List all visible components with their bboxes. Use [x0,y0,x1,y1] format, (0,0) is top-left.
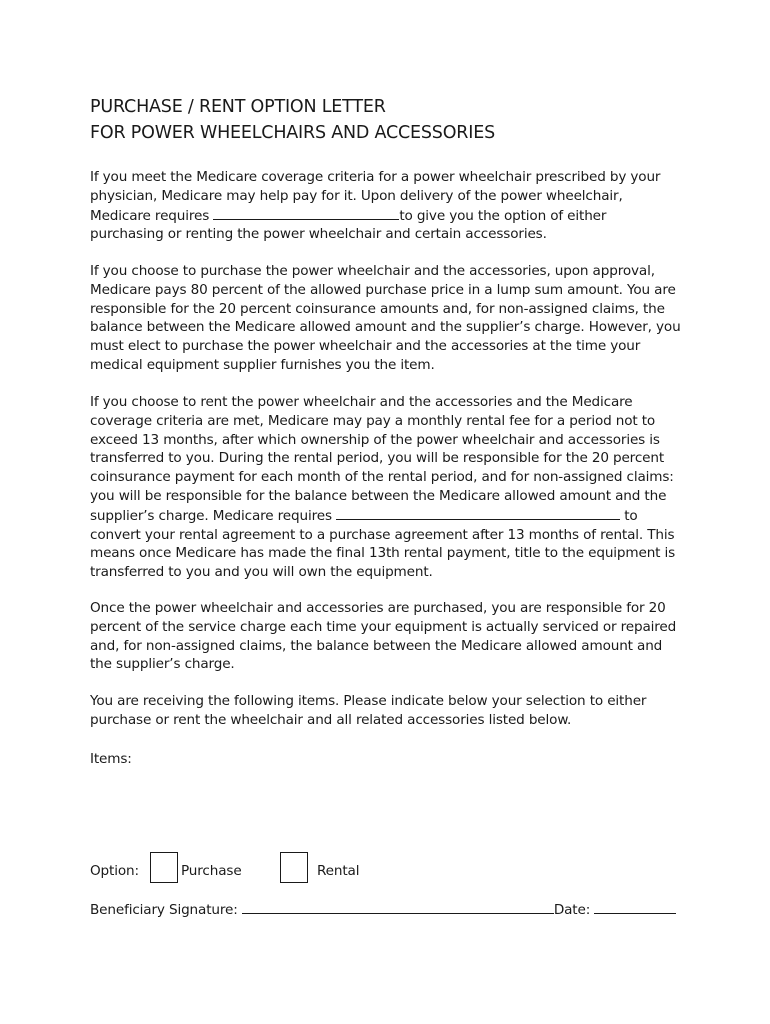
text-line: coinsurance payment for each month of the rental period, and for non-assigned claims: [90,469,674,486]
date-blank[interactable] [594,900,676,914]
text-line: transferred to you and you will own the equipment. [90,564,433,581]
rental-option-label: Rental [317,863,360,879]
text-line: If you meet the Medicare coverage criteria for a power wheelchair prescribed by your [90,169,661,185]
items-label: Items: [90,751,132,767]
signature-label: Beneficiary Signature: [90,902,238,918]
text-line: If you choose to rent the power wheelchair and the accessories and the Medicare [90,394,633,410]
text-fragment: to give you the option of either [399,207,607,224]
paragraph-service [90,599,690,674]
text-line: Once the power wheelchair and accessories are purchased, you are responsible for 20 [90,600,666,616]
text-line: balance between the Medicare allowed amount and the supplier’s charge. However, you [90,319,681,336]
paragraph-intro [90,168,690,244]
text-line [90,206,690,226]
rental-checkbox[interactable] [280,852,308,883]
text-line: percent of the service charge each time your equipment is actually serviced or repaired [90,618,677,635]
text-line: coverage criteria are met, Medicare may pay a monthly rental fee for a period not to [90,412,656,429]
signature-blank[interactable] [242,900,554,914]
option-label: Option: [90,863,139,879]
text-line: physician, Medicare may help pay for it. Upon delivery of the power wheelchair, [90,187,623,204]
paragraph-items-intro [90,692,690,730]
text-line: purchase or rent the wheelchair and all related accessories listed below. [90,711,572,728]
text-line: convert your rental agreement to a purchase agreement after 13 months of rental. This [90,526,675,543]
text-line: You are receiving the following items. Please indicate below your selection to either [90,693,647,709]
text-line: purchasing or renting the power wheelchair and certain accessories. [90,226,547,243]
purchase-checkbox[interactable] [150,852,178,883]
date-label: Date: [553,902,591,918]
text-line: Medicare pays 80 percent of the allowed purchase price in a lump sum amount. You are [90,281,676,298]
supplier-requirement-blank[interactable] [336,506,620,520]
text-line: If you choose to purchase the power wheelchair and the accessories, upon approval, [90,263,655,279]
text-fragment: to [624,507,638,524]
purchase-option-label: Purchase [181,863,242,879]
text-line [90,506,690,526]
signature-row [90,900,676,919]
supplier-name-blank[interactable] [213,206,399,220]
paragraph-purchase [90,262,690,375]
text-line: must elect to purchase the power wheelchair and the accessories at the time your [90,338,641,355]
paragraph-rent [90,393,690,582]
title-line-2: FOR POWER WHEELCHAIRS AND ACCESSORIES [90,123,495,143]
text-line: transferred to you. During the rental period, you will be responsible for the 20 percent [90,450,665,467]
text-line: means once Medicare has made the final 13th rental payment, title to the equipment is [90,545,676,562]
text-line: medical equipment supplier furnishes you the item. [90,356,435,373]
text-fragment: Medicare requires [90,207,210,224]
text-line: exceed 13 months, after which ownership of the power wheelchair and accessories is [90,431,660,448]
text-line: you will be responsible for the balance between the Medicare allowed amount and the [90,487,667,504]
page-title [90,94,495,146]
text-line: responsible for the 20 percent coinsurance amounts and, for non-assigned claims, the [90,300,665,317]
text-fragment: supplier’s charge. Medicare requires [90,507,332,524]
text-line: and, for non-assigned claims, the balance between the Medicare allowed amount and [90,637,663,654]
text-line: the supplier’s charge. [90,656,235,673]
title-line-1: PURCHASE / RENT OPTION LETTER [90,97,386,117]
